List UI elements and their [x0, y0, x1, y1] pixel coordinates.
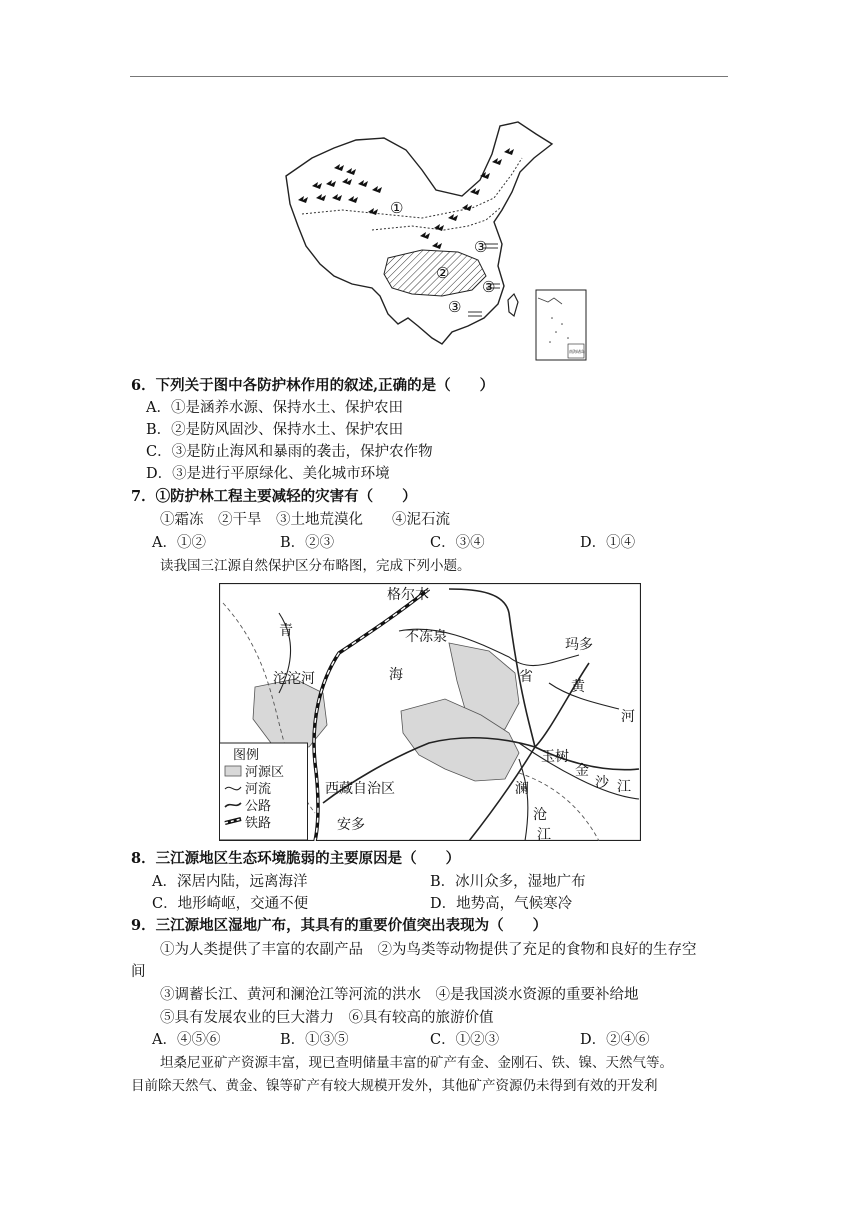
legend-item-river: 河流 [245, 782, 272, 797]
q6-option-b: B．②是防风固沙、保持水土、保护农田 [146, 422, 404, 438]
place-huang: 黄 [571, 679, 585, 695]
place-lan: 澜 [515, 781, 529, 797]
place-he: 河 [621, 709, 635, 725]
place-qing: 青 [279, 623, 293, 639]
q8-option-b: B．冰川众多，湿地广布 [430, 874, 586, 890]
place-jiang2: 江 [537, 827, 551, 841]
inset-south-china-sea [536, 290, 586, 360]
passage-line1: 坦桑尼亚矿产资源丰富，现已查明储量丰富的矿产有金、金刚石、铁、镍、天然气等。 [160, 1055, 673, 1071]
forest-symbols [298, 148, 514, 249]
q9-option-b: B．①③⑤ [280, 1032, 349, 1048]
q6-option-d: D．③是进行平原绿化、美化城市环境 [146, 466, 390, 482]
sanjiangyuan-map [219, 583, 641, 841]
legend-item-source: 河源区 [245, 765, 285, 780]
label-3c: ③ [448, 298, 462, 316]
legend-swatch-source [225, 766, 241, 776]
q7-items: ①霜冻 ②干旱 ③土地荒漠化 ④泥石流 [160, 512, 450, 528]
place-tuotuohe: 沱沱河 [273, 671, 315, 687]
legend [220, 743, 308, 840]
shelterbelt-belt-1 [302, 158, 522, 218]
q7-option-d: D．①④ [580, 535, 636, 551]
china-outline [286, 122, 552, 344]
place-sheng: 省 [519, 669, 533, 685]
q8-option-a: A．深居内陆，远离海洋 [152, 874, 308, 890]
q7-option-c: C．③④ [430, 535, 485, 551]
q6-stem: 6．下列关于图中各防护林作用的叙述,正确的是（ ） [131, 377, 495, 394]
place-jin: 金 [575, 763, 589, 779]
q9-option-a: A．④⑤⑥ [152, 1032, 221, 1048]
label-3a: ③ [474, 238, 488, 256]
place-yushu: 玉树 [541, 749, 569, 765]
inset-label: 南海诸岛 [569, 349, 585, 354]
header-rule [130, 76, 728, 77]
place-tibet: 西藏自治区 [325, 781, 395, 797]
place-maduo: 玛多 [565, 637, 593, 653]
q6-option-a: A．①是涵养水源、保持水土、保护农田 [146, 400, 403, 416]
intro-sanjiangyuan: 读我国三江源自然保护区分布略图，完成下列小题。 [160, 558, 471, 574]
place-cang: 沧 [533, 807, 547, 823]
q9-line1b: 间 [131, 964, 146, 980]
label-3b: ③ [482, 278, 496, 296]
taiwan [508, 294, 518, 316]
legend-title: 图例 [233, 748, 260, 763]
legend-item-road: 公路 [245, 799, 272, 814]
q9-option-c: C．①②③ [430, 1032, 500, 1048]
china-shelterbelt-map [272, 118, 592, 364]
q9-line1: ①为人类提供了丰富的农副产品 ②为鸟类等动物提供了充足的食物和良好的生存空 [160, 942, 697, 958]
legend-item-rail: 铁路 [245, 816, 272, 831]
place-budongquan: 不冻泉 [405, 629, 447, 645]
place-jiang1: 江 [617, 779, 631, 795]
place-anduo: 安多 [337, 817, 365, 833]
q6-option-c: C．③是防止海风和暴雨的袭击，保护农作物 [146, 444, 433, 460]
q8-stem: 8．三江源地区生态环境脆弱的主要原因是（ ） [131, 850, 461, 867]
place-sha: 沙 [595, 775, 609, 791]
passage-line2: 目前除天然气、黄金、镍等矿产有较大规模开发外，其他矿产资源仍未得到有效的开发利 [131, 1078, 658, 1094]
q7-stem: 7．①防护林工程主要减轻的灾害有（ ） [131, 488, 417, 505]
q7-option-b: B．②③ [280, 535, 335, 551]
place-golmud: 格尔木 [387, 587, 429, 603]
q9-line2: ③调蓄长江、黄河和澜沧江等河流的洪水 ④是我国淡水资源的重要补给地 [160, 987, 639, 1003]
q8-option-d: D．地势高，气候寒冷 [430, 896, 573, 912]
label-1: ① [390, 199, 404, 217]
place-hai: 海 [389, 667, 403, 683]
label-2: ② [436, 264, 450, 282]
q7-option-a: A．①② [152, 535, 206, 551]
q9-stem: 9．三江源地区湿地广布，其具有的重要价值突出表现为（ ） [131, 917, 548, 934]
q9-line3: ⑤具有发展农业的巨大潜力 ⑥具有较高的旅游价值 [160, 1010, 494, 1026]
shelterbelt-2-area [384, 250, 486, 296]
q9-option-d: D．②④⑥ [580, 1032, 650, 1048]
q8-option-c: C．地形崎岖，交通不便 [152, 896, 309, 912]
